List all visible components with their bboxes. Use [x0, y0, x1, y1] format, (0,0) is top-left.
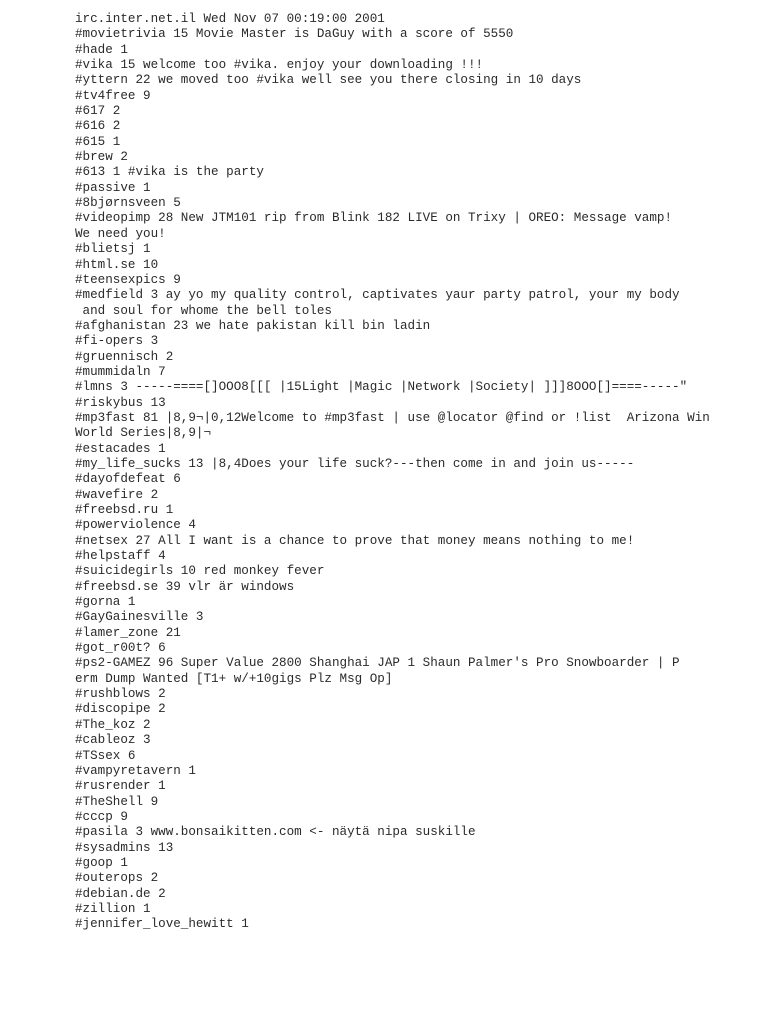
channel-line: #got_r00t? 6	[75, 641, 166, 656]
channel-line: #teensexpics 9	[75, 272, 181, 287]
channel-line: #zillion 1	[75, 901, 151, 916]
channel-line: #freebsd.ru 1	[75, 503, 174, 517]
channel-line: #lmns 3 -----====[]OOO8[[[ |15Light |Magic |Network |Society| ]]]8OOO[]====-----"	[75, 380, 688, 395]
channel-line: #helpstaff 4	[75, 549, 166, 564]
channel-line: #blietsj 1	[75, 242, 151, 257]
channel-line: #mp3fast 81 |8,9¬|0,12Welcome to #mp3fast | use @locator @find or !list Arizona Win	[75, 410, 710, 425]
channel-line: #GayGainesville 3	[75, 610, 204, 625]
channel-line: #616 2	[75, 119, 121, 134]
channel-line: #yttern 22 we moved too #vika well see you there closing in 10 days	[75, 73, 582, 88]
channel-line: #617 2	[75, 104, 121, 119]
channel-line: and soul for whome the bell toles	[75, 303, 332, 318]
channel-line: We need you!	[75, 226, 166, 241]
channel-line: #debian.de 2	[75, 886, 166, 901]
channel-line: #powerviolence 4	[75, 518, 196, 533]
channel-line: #html.se 10	[75, 257, 159, 272]
channel-line: #pasila 3 www.bonsaikitten.com <- näytä nipa suskille	[75, 825, 476, 840]
channel-line: #jennifer_love_hewitt 1	[75, 917, 249, 932]
channel-line: #dayofdefeat 6	[75, 472, 181, 487]
document-page	[75, 12, 710, 933]
channel-line: #passive 1	[75, 180, 151, 195]
channel-line: #gruennisch 2	[75, 349, 174, 364]
channel-line: #goop 1	[75, 855, 128, 870]
channel-line: #gorna 1	[75, 595, 136, 610]
channel-line: #suicidegirls 10 red monkey fever	[75, 564, 325, 579]
channel-line: #wavefire 2	[75, 487, 159, 502]
channel-line: #The_koz 2	[75, 717, 151, 732]
channel-line: #cableoz 3	[75, 733, 151, 748]
channel-line: #my_life_sucks 13 |8,4Does your life suck?---then come in and join us-----	[75, 456, 635, 471]
channel-line: #afghanistan 23 we hate pakistan kill bin ladin	[75, 318, 431, 333]
channel-line: #613 1 #vika is the party	[75, 165, 264, 180]
channel-line: #freebsd.se 39 vlr är windows	[75, 579, 295, 594]
channel-line: #outerops 2	[75, 871, 159, 886]
channel-list	[75, 27, 710, 932]
channel-line: #hade 1	[75, 42, 128, 57]
channel-line: #discopipe 2	[75, 702, 166, 717]
channel-line: #videopimp 28 New JTM101 rip from Blink 182 LIVE on Trixy | OREO: Message vamp!	[75, 211, 673, 226]
channel-line: World Series|8,9|¬	[75, 426, 212, 441]
channel-line: #brew 2	[75, 150, 128, 165]
channel-line: #estacades 1	[75, 441, 166, 456]
channel-line: #rusrender 1	[75, 779, 166, 794]
channel-line: #fi-opers 3	[75, 334, 159, 349]
server-header-line: irc.inter.net.il Wed Nov 07 00:19:00 2001	[75, 12, 385, 26]
channel-line: #615 1	[75, 134, 121, 149]
channel-line: #vampyretavern 1	[75, 763, 196, 778]
channel-line: #TheShell 9	[75, 794, 159, 809]
channel-line: #riskybus 13	[75, 395, 166, 410]
channel-line: #sysadmins 13	[75, 840, 174, 855]
channel-line: erm Dump Wanted [T1+ w/+10gigs Plz Msg Op]	[75, 671, 393, 686]
channel-line: #movietrivia 15 Movie Master is DaGuy with a score of 5550	[75, 27, 514, 42]
channel-line: #ps2-GAMEZ 96 Super Value 2800 Shanghai JAP 1 Shaun Palmer's Pro Snowboarder | P	[75, 656, 680, 671]
channel-line: #mummidaln 7	[75, 364, 166, 379]
channel-line: #vika 15 welcome too #vika. enjoy your downloading !!!	[75, 58, 484, 73]
channel-line: #lamer_zone 21	[75, 625, 181, 640]
channel-line: #cccp 9	[75, 809, 128, 824]
channel-line: #8bjørnsveen 5	[75, 196, 181, 211]
channel-line: #TSsex 6	[75, 748, 136, 763]
channel-line: #medfield 3 ay yo my quality control, captivates yaur party patrol, your my body	[75, 288, 680, 303]
channel-line: #rushblows 2	[75, 687, 166, 702]
channel-line: #netsex 27 All I want is a chance to prove that money means nothing to me!	[75, 533, 635, 548]
channel-line: #tv4free 9	[75, 88, 151, 103]
